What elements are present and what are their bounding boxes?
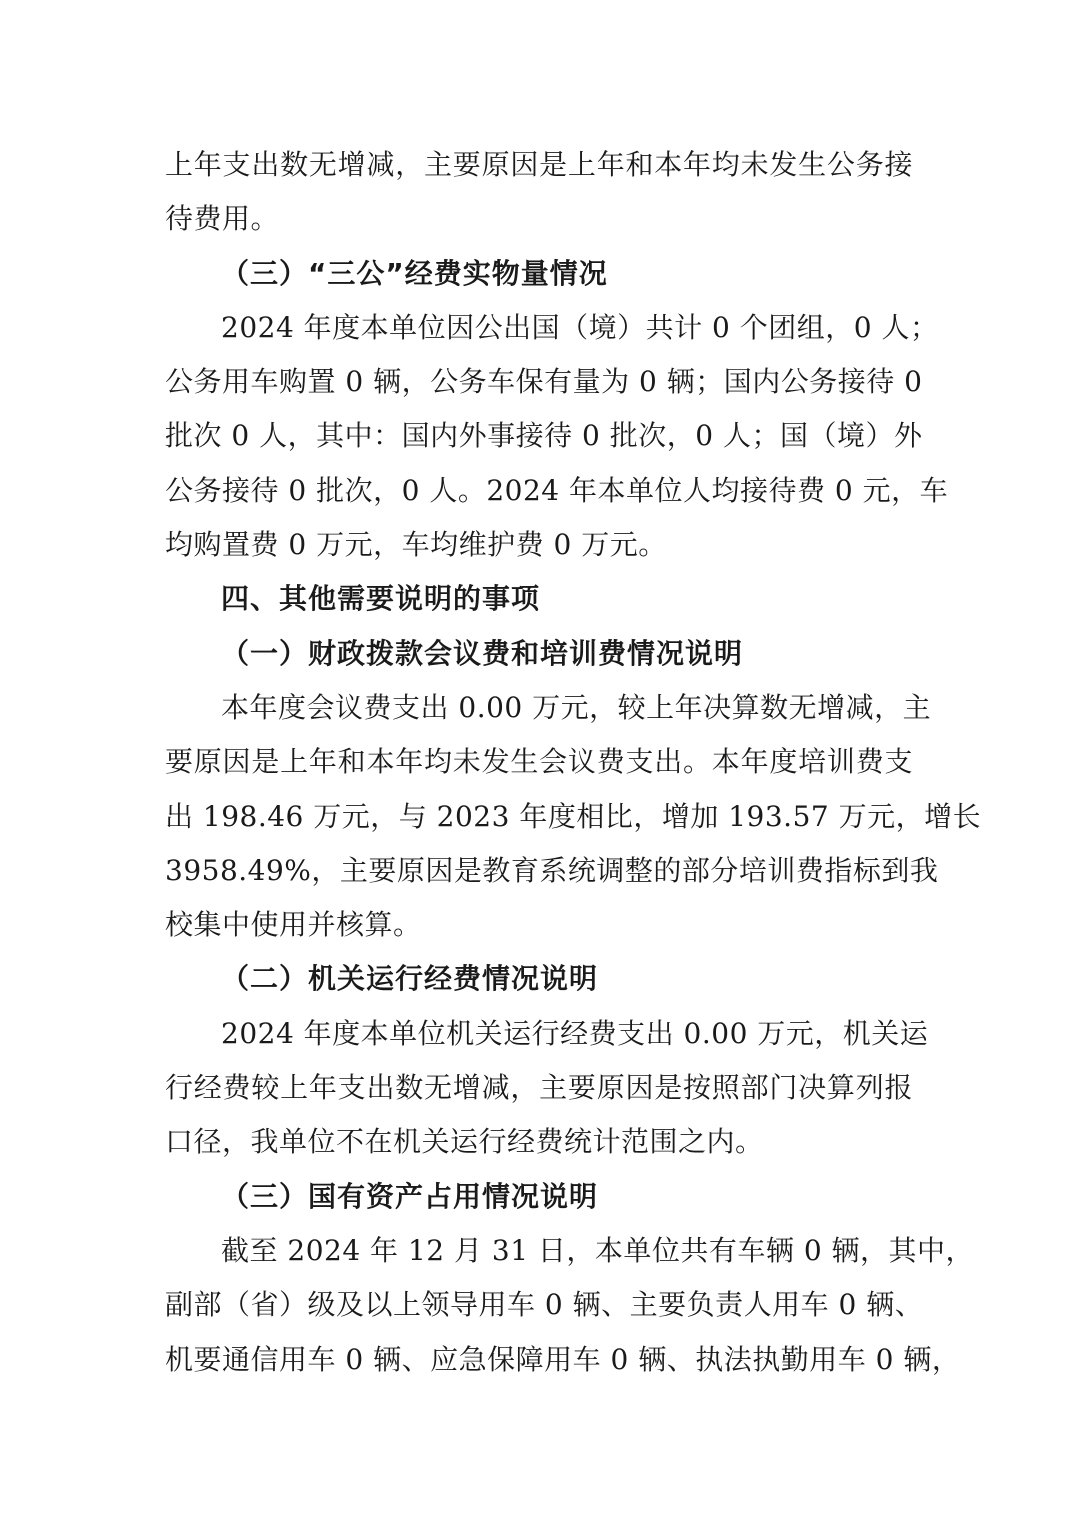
paragraph-line: 上年支出数无增减，主要原因是上年和本年均未发生公务接 (165, 148, 913, 181)
paragraph-line: 出 198.46 万元，与 2023 年度相比，增加 193.57 万元，增长 (165, 799, 982, 833)
paragraph-first-line: 截至 2024 年 12 月 31 日，本单位共有车辆 0 辆，其中， (221, 1233, 975, 1267)
section-heading: （三）“三公”经费实物量情况 (221, 256, 608, 290)
paragraph-line: 公务接待 0 批次，0 人。2024 年本单位人均接待费 0 元，车 (165, 473, 949, 507)
paragraph-last-line: 均购置费 0 万元，车均维护费 0 万元。 (165, 528, 667, 562)
paragraph-line: 要原因是上年和本年均未发生会议费支出。本年度培训费支 (165, 745, 913, 779)
section-heading: （二）机关运行经费情况说明 (221, 962, 599, 996)
paragraph-line: 机要通信用车 0 辆、应急保障用车 0 辆、执法执勤用车 0 辆， (165, 1342, 961, 1376)
paragraph-line: 行经费较上年支出数无增减，主要原因是按照部门决算列报 (165, 1071, 913, 1105)
paragraph-line: 批次 0 人，其中：国内外事接待 0 批次，0 人；国（境）外 (165, 419, 923, 453)
section-heading: 四、其他需要说明的事项 (221, 582, 541, 616)
paragraph-first-line: 2024 年度本单位机关运行经费支出 0.00 万元，机关运 (221, 1016, 929, 1050)
paragraph-line: 公务用车购置 0 辆，公务车保有量为 0 辆；国内公务接待 0 (165, 365, 923, 399)
section-heading: （一）财政拨款会议费和培训费情况说明 (221, 636, 744, 670)
paragraph-line: 副部（省）级及以上领导用车 0 辆、主要负责人用车 0 辆、 (165, 1288, 924, 1322)
section-heading: （三）国有资产占用情况说明 (221, 1179, 599, 1213)
paragraph-last-line: 待费用。 (165, 202, 280, 236)
paragraph-first-line: 2024 年度本单位因公出国（境）共计 0 个团组，0 人； (221, 310, 939, 344)
document-page (165, 138, 982, 1387)
paragraph-line: 3958.49%，主要原因是教育系统调整的部分培训费指标到我 (165, 853, 939, 887)
paragraph-last-line: 口径，我单位不在机关运行经费统计范围之内。 (165, 1125, 764, 1159)
paragraph-first-line: 本年度会议费支出 0.00 万元，较上年决算数无增减，主 (221, 690, 932, 724)
paragraph-last-line: 校集中使用并核算。 (165, 908, 422, 942)
